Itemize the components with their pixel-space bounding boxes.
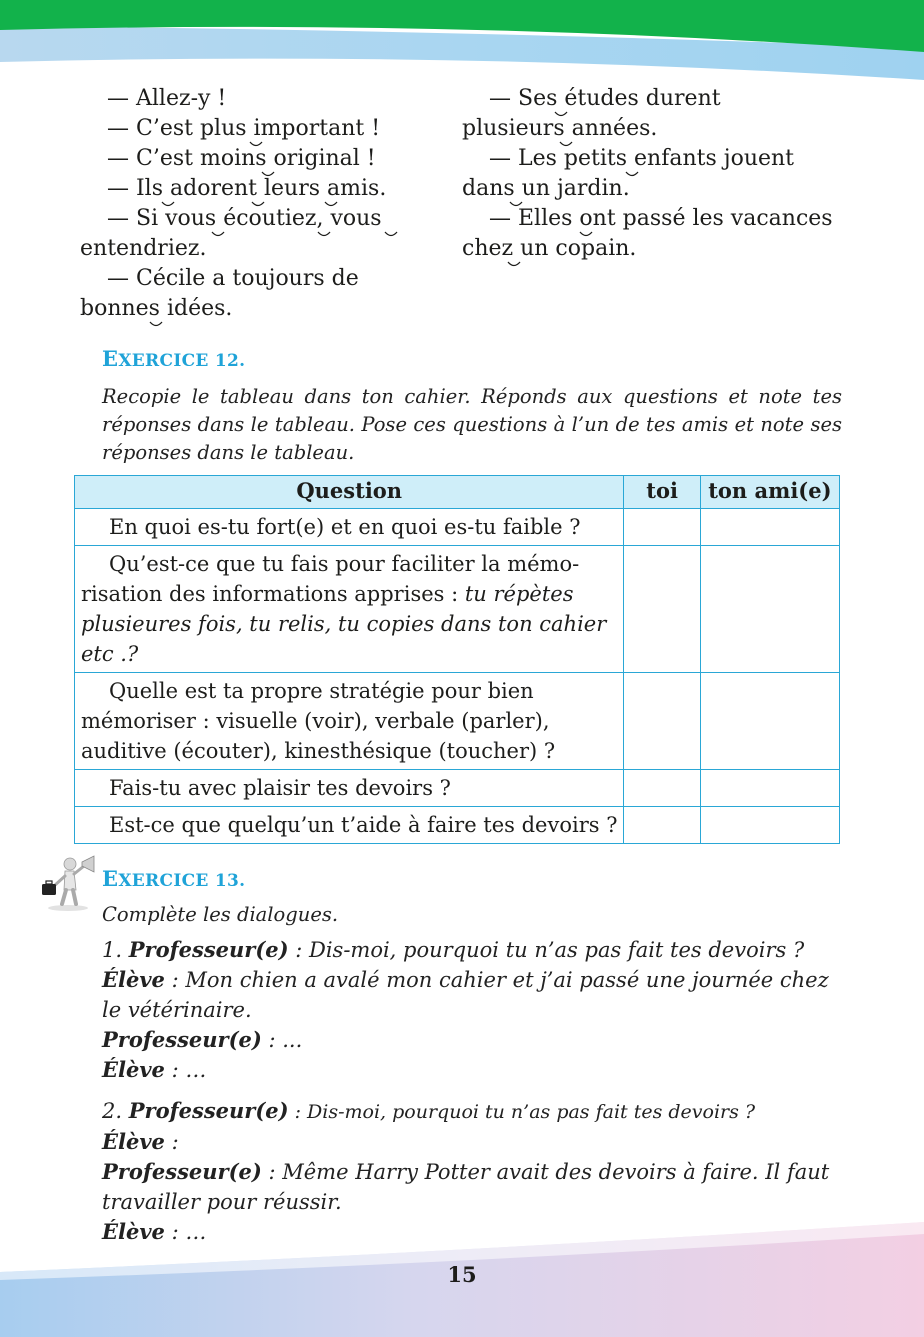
sentence-line: — Si vous écoutiez, vous — [107, 206, 382, 231]
sentence-line: — Allez-y ! — [107, 86, 227, 111]
question-text: Qu’est-ce que tu fais pour faciliter la mémorisation des informations apprises : — [81, 552, 580, 606]
dialogue-number: 2. — [102, 1099, 123, 1123]
dialogue-line — [74, 965, 844, 1025]
question-text: Fais-tu avec plaisir tes devoirs ? — [109, 776, 451, 800]
sentence-line: — C’est moins original ! — [107, 146, 376, 171]
sentence-line: — Les petits enfants jouent — [489, 146, 795, 171]
sentence-line: entendriez. — [80, 236, 207, 261]
question-cell — [75, 673, 624, 770]
dialogue-number: 1. — [102, 938, 123, 962]
answer-cell-toi — [624, 807, 700, 844]
speaker-line: : … — [164, 1220, 207, 1244]
speaker-label: Élève — [102, 967, 165, 992]
question-text: En quoi es-tu fort(e) et en quoi es-tu faible ? — [109, 515, 581, 539]
page-number: 15 — [447, 1262, 477, 1287]
column-header: Question — [75, 476, 624, 509]
speaker-line: : Mon chien a avalé mon cahier et j’ai passé une journée chez le vétérinaire. — [102, 968, 829, 1022]
dialogue-1 — [74, 935, 844, 1085]
speaker-label: Élève — [102, 1219, 165, 1244]
table-row — [75, 807, 840, 844]
speaker-line: : Même Harry Potter avait des devoirs à faire. Il faut travailler pour réussir. — [102, 1160, 830, 1214]
table-row — [75, 673, 840, 770]
answer-cell-toi — [624, 673, 700, 770]
speaker-label: Professeur(e) — [128, 937, 289, 962]
answer-cell-ami — [700, 509, 839, 546]
question-cell — [75, 807, 624, 844]
exercise-13-title — [102, 866, 245, 891]
sentence-line: — Ses études durent — [489, 86, 721, 111]
sentence-line: — C’est plus important ! — [107, 116, 381, 141]
answer-cell-ami — [700, 546, 839, 673]
table-row — [75, 509, 840, 546]
question-text: Quelle est ta propre stratégie pour bien mémoriser : visuelle (voir), verbale (parler), auditive (écouter), kinesthésique (toucher) ? — [81, 679, 556, 763]
speaker-label: Professeur(e) — [102, 1027, 262, 1052]
table-header-row — [75, 476, 840, 509]
exercise-13-instruction: Complète les dialogues. — [102, 903, 339, 926]
top-decorative-band — [0, 0, 924, 80]
speaker-line: : … — [164, 1058, 207, 1082]
speaker-line: : ... — [261, 1028, 303, 1052]
dialogue-line — [74, 1055, 844, 1085]
title-rest: XERCICE 12. — [118, 351, 246, 371]
title-rest: XERCICE 13. — [118, 871, 246, 891]
sentence-line: — Cécile a toujours de — [107, 266, 359, 291]
column-header: toi — [624, 476, 700, 509]
speaker-label: Élève — [102, 1057, 165, 1082]
figure-with-megaphone-icon — [38, 852, 98, 912]
dialogue-line — [74, 1025, 844, 1055]
dialogue-line — [74, 1127, 844, 1157]
left-sentence-column — [80, 84, 440, 324]
speaker-label: Élève — [102, 1129, 165, 1154]
table-row — [75, 546, 840, 673]
speaker-line: : Dis-moi, pourquoi tu n’as pas fait tes devoirs ? — [288, 1101, 756, 1123]
question-italic-text: tu répètes plusieures fois, tu relis, tu copies dans ton cahier etc .? — [81, 582, 607, 666]
question-cell — [75, 770, 624, 807]
right-sentence-column — [462, 84, 862, 264]
answer-cell-toi — [624, 509, 700, 546]
speaker-line: : — [164, 1130, 179, 1154]
speaker-label: Professeur(e) — [102, 1159, 262, 1184]
sentence-line: bonnes idées. — [80, 296, 233, 321]
answer-cell-ami — [700, 807, 839, 844]
question-cell — [75, 546, 624, 673]
speaker-label: Professeur(e) — [128, 1098, 289, 1123]
question-table — [74, 475, 840, 844]
question-cell — [75, 509, 624, 546]
answer-cell-ami — [700, 673, 839, 770]
speaker-line: : Dis-moi, pourquoi tu n’as pas fait tes devoirs ? — [288, 938, 805, 962]
answer-cell-toi — [624, 770, 700, 807]
sentence-line: — Ils adorent leurs amis. — [107, 176, 387, 201]
sentence-line: — Elles ont passé les vacances — [489, 206, 833, 231]
exercise-12-instruction: Recopie le tableau dans ton cahier. Réponds aux questions et note tes réponses dans le tableau. Pose ces questions à l’un de tes amis et note ses réponses dans le tableau. — [102, 385, 842, 464]
title-initial: E — [102, 346, 119, 371]
title-initial: E — [102, 866, 119, 891]
answer-cell-ami — [700, 770, 839, 807]
dialogue-line — [74, 1096, 844, 1127]
sentence-line: plusieurs années. — [462, 116, 658, 141]
question-text: Est-ce que quelqu’un t’aide à faire tes devoirs ? — [109, 813, 618, 837]
sentence-line: chez un copain. — [462, 236, 637, 261]
exercise-12-title — [102, 346, 245, 371]
column-header: ton ami(e) — [700, 476, 839, 509]
dialogue-line — [74, 935, 844, 965]
table-row — [75, 770, 840, 807]
sentence-line: dans un jardin. — [462, 176, 630, 201]
answer-cell-toi — [624, 546, 700, 673]
dialogue-line — [74, 1157, 844, 1217]
